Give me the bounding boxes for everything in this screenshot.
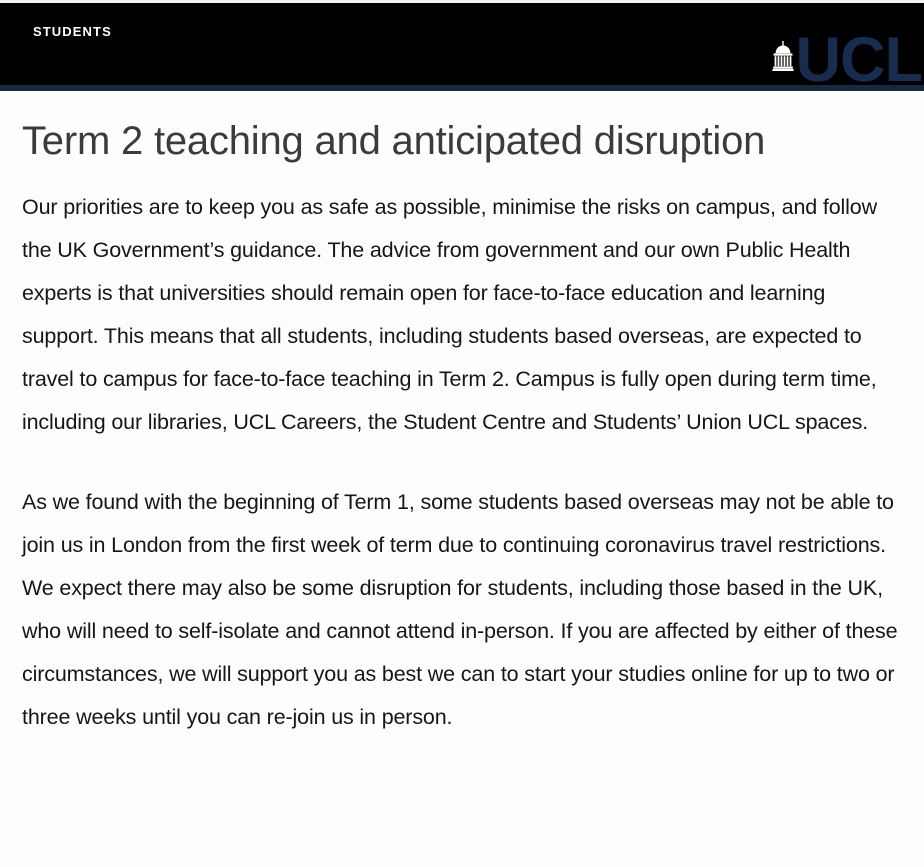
ucl-logo[interactable] [771,25,922,85]
site-header [0,3,924,85]
page-title: Term 2 teaching and anticipated disruption [22,119,766,163]
main-content [0,91,924,739]
body-paragraph-2: As we found with the beginning of Term 1, some students based overseas may not be able to join us in London from the first week of term due to continuing coronavirus travel restrictions. We expect there may also be some disruption for students, including those based in the UK, who will need to self-isolate and cannot attend in-person. If you are affected by either of these circumstances, we will support you as best we can to start your studies online for up to two or three weeks until you can re-join us in person. [22,490,898,729]
header-eyebrow-students[interactable]: STUDENTS [33,24,112,39]
ucl-wordmark: UCL [795,25,922,85]
ucl-portico-icon [771,41,795,71]
body-paragraph-1: Our priorities are to keep you as safe as possible, minimise the risks on campus, and follow the UK Government’s guidance. The advice from government and our own Public Health experts is that universities should remain open for face-to-face education and learning support. This means that all students, including students based overseas, are expected to travel to campus for face-to-face teaching in Term 2. Campus is fully open during term time, including our libraries, UCL Careers, the Student Centre and Students’ Union UCL spaces. [22,195,877,434]
